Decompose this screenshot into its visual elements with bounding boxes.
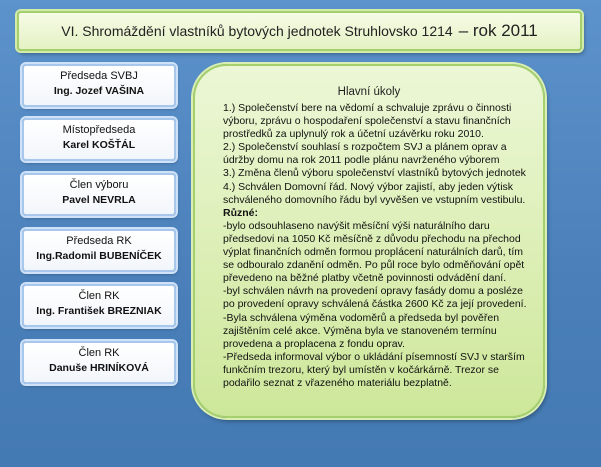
tasks-heading: Hlavní úkoly (337, 86, 401, 98)
task-item: 1.) Společenství bere na vědomí a schvaluje zprávu o činnosti výboru, zprávu o hospodaření společenství a stavu finančních prostředků za uplynulý rok a účetní uzávěrku roku 2010. (223, 102, 512, 141)
task-item: 4.) Schválen Domovní řád. Nový výbor zajistí, aby jeden výtisk schváleného domovního řádu byl vyvěšen ve vstupním vestibulu. (223, 180, 526, 206)
person-name: Karel KOŠŤÁL (62, 139, 136, 151)
person-name: Ing. František BREZNIAK (36, 305, 162, 317)
person-role: Člen RK (78, 290, 120, 302)
person-role: Předseda SVBJ (60, 70, 138, 82)
misc-item: -byl schválen návrh na provedení opravy fasády domu a posléze po provedení opravy schválená částka 2600 Kč za její provedení. (223, 285, 527, 311)
title-box (17, 11, 582, 51)
person-role: Člen výboru (69, 179, 129, 191)
person-card-committee-member (22, 173, 176, 216)
task-item: 2.) Společenství souhlasí s rozpočtem SVJ a plánem oprav a údržby domu na rok 2011 podle plánu navrženého výborem (223, 141, 507, 167)
person-card-chairman (22, 64, 176, 107)
person-role: Místopředseda (62, 124, 136, 136)
misc-item: -bylo odsouhlaseno navýšit měsíční výši naturálního daru předsedovi na 1050 Kč měsíčně z důvodu přechodu na přechod výplat finančních odměn formou proplácení naturálních darů, tím se odbouralo zdanění odměn. Po půl roce bylo odměňování opět převedeno na běžné platby včetně povinnosti odvádění daní. (223, 219, 525, 285)
misc-item: -Předseda informoval výbor o ukládání písemností SVJ v starším funkčním trezoru, který byl umístěn v kočárkárně. Trezor se podařilo seznat z vřazeného materiálu bezplatně. (223, 350, 525, 389)
task-item: 3.) Změna členů výboru společenství vlastníků bytových jednotek (223, 167, 526, 180)
person-card-vice-chairman (22, 118, 176, 161)
person-card-audit-chairman (22, 229, 176, 272)
main-tasks-panel (193, 64, 545, 418)
page-title: VI. Shromáždění vlastníků bytových jednotek Struhlovsko 1214 (61, 23, 453, 39)
title-year: – rok 2011 (458, 21, 538, 40)
person-name: Danuše HRINÍKOVÁ (49, 362, 149, 374)
person-card-audit-member-2 (22, 341, 176, 384)
person-name: Pavel NEVRLA (62, 194, 136, 206)
person-name: Ing.Radomil BUBENÍČEK (36, 250, 162, 262)
person-role: Předseda RK (66, 235, 132, 247)
tasks-body (223, 102, 533, 390)
person-name: Ing. Jozef VAŠINA (53, 85, 145, 97)
misc-item: -Byla schválena výměna vodoměrů a předseda byl pověřen zajištěním celé akce. Výměna byla ve stanoveném termínu provedena a proplacena z fondu oprav. (223, 311, 500, 350)
person-role: Člen RK (78, 347, 120, 359)
misc-heading: Různé: (223, 206, 258, 219)
person-card-audit-member-1 (22, 284, 176, 327)
